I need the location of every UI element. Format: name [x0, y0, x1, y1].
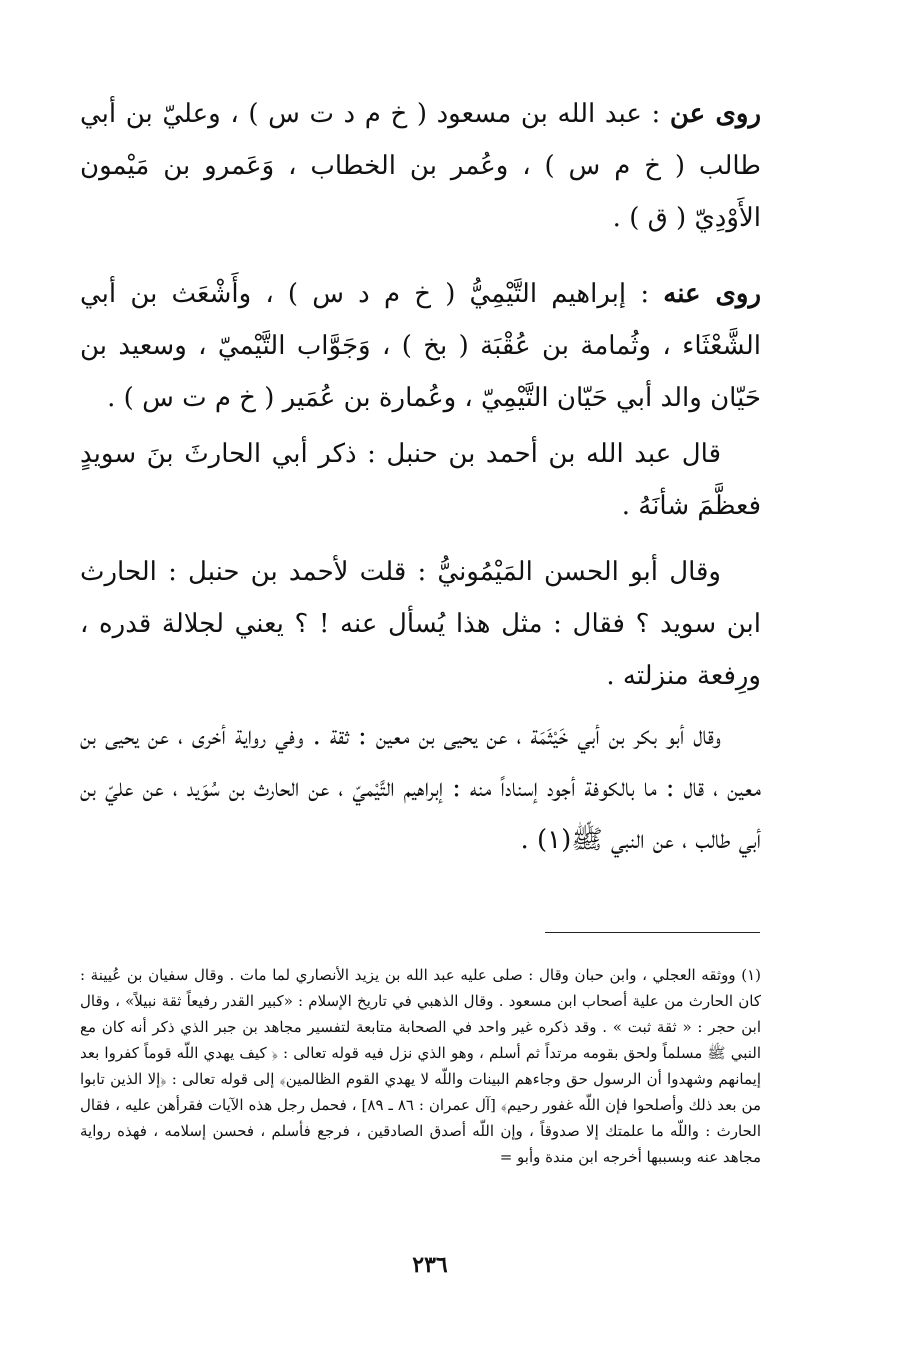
ibn-abi-khaythama-text: وقال أبو بكر بن أبي خَيْثَمَة ، عن يحيى بن معين : ثقة . وفي رواية أخرى ، عن يحيى بن معين ، قال : ما بالكوفة أجود إسناداً منه : إبراهيم التَّيْميّ ، عن الحارث بن سُوَيد ، عن عليّ بن أبي طالب ، عن النبي ﷺ(١) .	[80, 721, 761, 855]
narrated-from-text: : عبد الله بن مسعود ( خ م د ت س ) ، وعليّ بن أبي طالب ( خ م س ) ، وعُمر بن الخطاب ، وَعَمرو بن مَيْمون الأَوْدِيّ ( ق ) .	[80, 99, 761, 233]
narrated-by-text: : إبراهيم التَّيْمِيُّ ( خ م د س ) ، وأَشْعَث بن أبي الشَّعْثَاء ، وثُمامة بن عُقْبَة ( بخ ) ، وَجَوَّاب التَّيْميّ ، وسعيد بن حَيّان والد أبي حَيّان التَّيْمِيّ ، وعُمارة بن عُمَير ( خ م ت س ) .	[80, 279, 761, 413]
label-narrated-from: روى عن	[669, 99, 761, 129]
paragraph-narrated-from	[80, 88, 761, 244]
paragraph-maymuni	[80, 546, 761, 702]
paragraph-ibn-abi-khaythama	[80, 710, 761, 866]
label-narrated-by: روى عنه	[663, 279, 761, 309]
footnote-divider	[545, 932, 760, 933]
footnote: (١) ووثقه العجلي ، وابن حبان وقال : صلى عليه عبد الله بن يزيد الأنصاري لما مات . وقال سفيان بن عُيينة : كان الحارث من علية أصحاب ابن مسعود . وقال الذهبي في تاريخ الإسلام : «كبير القدر رفيعاً ثقة نبيلاً» ، وقال ابن حجر : « ثقة ثبت » . وقد ذكره غير واحد في الصحابة متابعة لتفسير مجاهد بن جبر الذي ذكر أنه كان مع النبي ﷺ مسلماً ولحق بقومه مرتداً ثم أسلم ، وهو الذي نزل فيه قوله تعالى : ﴿ كيف يهدي اللّه قوماً كفروا بعد إيمانهم وشهدوا أن الرسول حق وجاءهم البينات واللّه لا يهدي القوم الظالمين﴾ إلى قوله تعالى : ﴿إلا الذين تابوا من بعد ذلك وأصلحوا فإن اللّه غفور رحيم﴾ [آل عمران : ٨٦ ـ ٨٩] ، فحمل رجل هذه الآيات فقرأهن عليه ، فقال الحارث : واللّه ما علمتك إلا صدوقاً ، وإن اللّه أصدق الصادقين ، فرجع فأسلم ، فحسن إسلامه ، فهذه رواية مجاهد عنه وبسببها أخرجه ابن مندة وأبو =	[80, 966, 761, 1166]
paragraph-abdullah-ibn-ahmad	[80, 428, 761, 532]
abdullah-ibn-ahmad-text: قال عبد الله بن أحمد بن حنبل : ذكر أبي الحارثَ بنَ سويدٍ فعظَّمَ شأنَهُ .	[80, 439, 761, 521]
maymuni-text: وقال أبو الحسن المَيْمُونيُّ : قلت لأحمد بن حنبل : الحارث ابن سويد ؟ فقال : مثل هذا يُسأل عنه ! ؟ يعني لجلالة قدره ، ورِفعة منزلته .	[80, 557, 761, 691]
paragraph-narrated-by	[80, 268, 761, 424]
page-number: ٢٣٦	[412, 1252, 448, 1278]
